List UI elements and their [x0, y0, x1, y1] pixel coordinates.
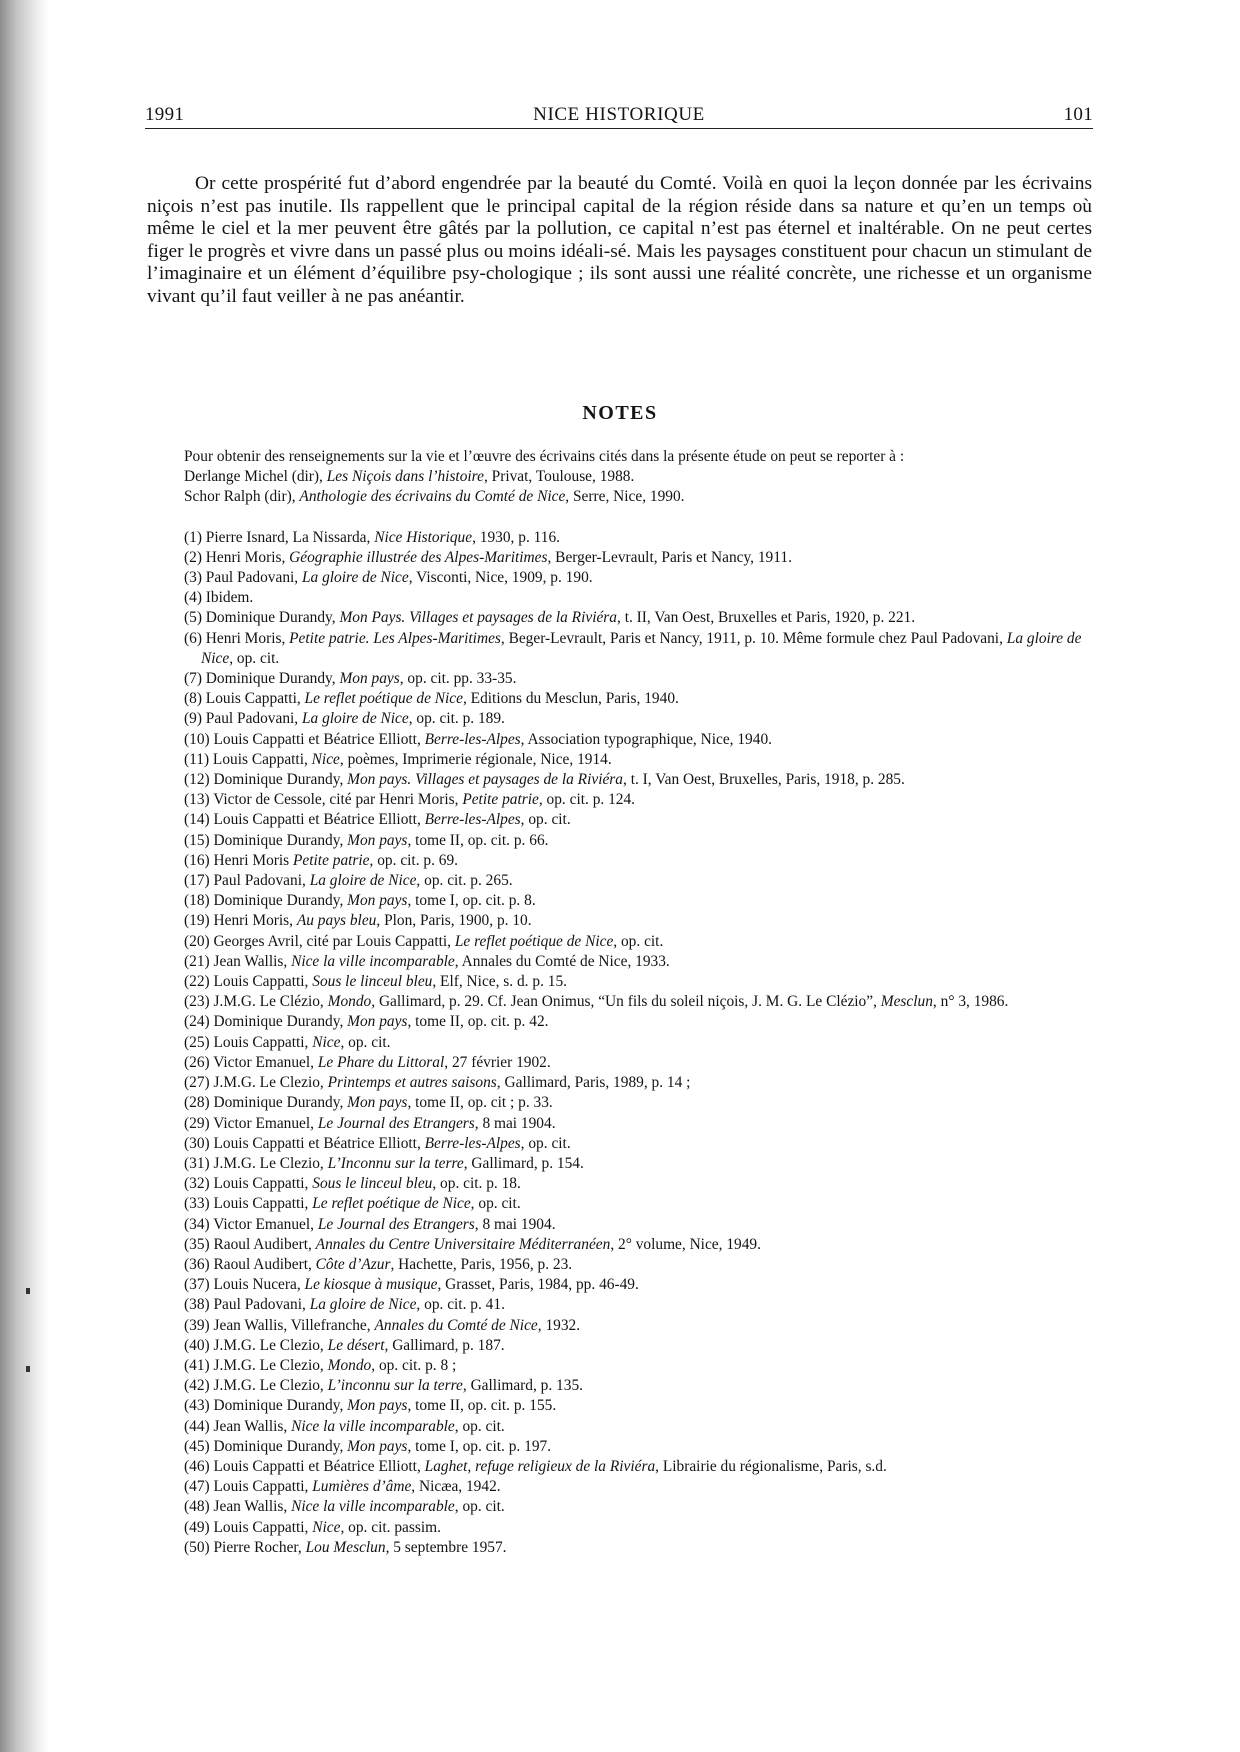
- entry-title: Nice la ville incomparable: [291, 1417, 455, 1435]
- entry-title: Printemps et autres saisons: [327, 1074, 497, 1092]
- header-title: NICE HISTORIQUE: [533, 104, 705, 125]
- footnote-item: [184, 709, 1094, 729]
- footnote-number: (5): [184, 609, 206, 627]
- entry-text: , op. cit.: [520, 1134, 571, 1152]
- entry-title: L’inconnu sur la terre: [327, 1377, 463, 1395]
- entry-title: Mondo,: [327, 993, 376, 1011]
- footnote-item: [184, 1154, 1094, 1174]
- header-year: 1991: [145, 104, 185, 125]
- entry-text: , Elf, Nice, s. d. p. 15.: [432, 973, 568, 991]
- entry-text: , op. cit. p. 41.: [416, 1296, 505, 1314]
- footnote-item: [184, 1194, 1094, 1214]
- entry-text: , tome II, op. cit. p. 66.: [407, 831, 549, 849]
- entry-text: op. cit. passim.: [344, 1518, 441, 1536]
- entry-title: Petite patrie: [293, 851, 370, 869]
- footnote-number: (38): [184, 1296, 214, 1314]
- entry-title: Au pays bleu: [296, 912, 377, 930]
- footnote-number: (6): [184, 629, 206, 647]
- footnote-number: (33): [184, 1195, 214, 1213]
- entry-text: , Grasset, Paris, 1984, pp. 46-49.: [437, 1276, 639, 1294]
- footnote-number: (4): [184, 589, 206, 607]
- entry-text: Dominique Durandy,: [213, 831, 348, 849]
- footnote-item: [184, 528, 1094, 548]
- entry-text: Dominique Durandy,: [213, 892, 348, 910]
- footnote-item: [184, 1477, 1094, 1497]
- entry-title: Anthologie des écrivains du Comté de Nice: [299, 488, 566, 506]
- entry-text: Dominique Durandy,: [213, 1437, 348, 1455]
- footnote-item: [184, 568, 1094, 588]
- footnote-item: [184, 790, 1094, 810]
- entry-text: Paul Padovani,: [205, 710, 302, 728]
- entry-title: Nice,: [312, 1518, 345, 1536]
- entry-title: La gloire de Nice: [201, 629, 1082, 667]
- footnote-number: (29): [184, 1114, 214, 1132]
- entry-text: Dominique Durandy,: [213, 771, 348, 789]
- entry-title: Mon pays: [347, 831, 408, 849]
- entry-text: Louis Cappatti,: [213, 1033, 313, 1051]
- footnote-item: [184, 1356, 1094, 1376]
- footnote-number: (30): [184, 1134, 214, 1152]
- entry-text: , Beger-Levrault, Paris et Nancy, 1911, p. 10. Même formule chez Paul Padovani,: [500, 629, 1007, 647]
- entry-text: Louis Cappatti,: [213, 1518, 313, 1536]
- footnote-item: [184, 1215, 1094, 1235]
- entry-title: L’Inconnu sur la terre: [327, 1154, 464, 1172]
- entry-text: Ibidem.: [205, 589, 254, 607]
- entry-title: Nice la ville incomparable: [291, 952, 455, 970]
- footnote-number: (46): [184, 1457, 214, 1475]
- entry-text: Dominique Durandy,: [205, 609, 340, 627]
- entry-text: , Serre, Nice, 1990.: [565, 488, 685, 506]
- entry-title: Le Journal des Etrangers: [317, 1215, 475, 1233]
- footnote-item: [184, 1033, 1094, 1053]
- entry-text: , op. cit.: [520, 811, 571, 829]
- footnote-number: (13): [184, 791, 214, 809]
- footnote-number: (42): [184, 1377, 214, 1395]
- footnote-item: [184, 1336, 1094, 1356]
- footnote-number: (34): [184, 1215, 214, 1233]
- footnote-number: (35): [184, 1235, 214, 1253]
- footnote-number: (18): [184, 892, 214, 910]
- footnote-item: [184, 891, 1094, 911]
- footnote-item: [184, 588, 1094, 608]
- entry-title: Mon pays: [347, 1094, 408, 1112]
- footnote-number: (21): [184, 952, 214, 970]
- footnote-number: (36): [184, 1255, 214, 1273]
- footnote-number: (1): [184, 528, 206, 546]
- entry-text: , op. cit. p. 69.: [369, 851, 459, 869]
- entry-text: J.M.G. Le Clezio,: [213, 1074, 328, 1092]
- entry-text: , Gallimard, p. 135.: [462, 1377, 583, 1395]
- footnote-number: (2): [184, 548, 206, 566]
- entry-text: , 1932.: [537, 1316, 581, 1334]
- footnote-number: (19): [184, 912, 214, 930]
- entry-text: Victor Emanuel,: [213, 1215, 318, 1233]
- footnote-item: [184, 770, 1094, 790]
- footnote-item: [184, 1396, 1094, 1416]
- footnote-number: (15): [184, 831, 214, 849]
- footnote-number: (17): [184, 872, 214, 890]
- notes-intro-line: [184, 447, 1094, 467]
- entry-text: Derlange Michel (dir),: [184, 468, 327, 486]
- footnote-item: [184, 1114, 1094, 1134]
- entry-text: , 5 septembre 1957.: [385, 1538, 507, 1556]
- footnote-item: [184, 629, 1094, 669]
- margin-mark: [26, 1288, 30, 1294]
- entry-title: Nice la ville incomparable: [291, 1498, 455, 1516]
- entry-text: , 2° volume, Nice, 1949.: [610, 1235, 761, 1253]
- footnote-item: [184, 992, 1094, 1012]
- entry-text: Jean Wallis,: [213, 952, 292, 970]
- entry-title: Nice Historique: [374, 528, 473, 546]
- entry-text: , Plon, Paris, 1900, p. 10.: [376, 912, 532, 930]
- body-paragraph: Or cette prospérité fut d’abord engendrée par la beauté du Comté. Voilà en quoi la leçon donnée par les écrivains niçois n’est pas inutile. Ils rappellent que le principal capital de la région réside dans sa nature et qu’en un temps où même le ciel et la mer peuvent être gâtés par la pollution, ce capital n’est pas éternel et inaltérable. On ne peut certes figer le progrès et vivre dans un passé plus ou moins idéali-sé. Mais les paysages constituent pour chacun un stimulant de l’imaginaire et un élément d’équilibre psy-chologique ; ils sont aussi une réalité concrète, une richesse et un organisme vivant qu’il faut veiller à ne pas anéantir.: [147, 173, 1092, 307]
- entry-text: Dominique Durandy,: [213, 1094, 348, 1112]
- footnote-item: [184, 669, 1094, 689]
- footnote-number: (27): [184, 1074, 214, 1092]
- footnote-number: (45): [184, 1437, 214, 1455]
- entry-text: , tome I, op. cit. p. 8.: [407, 892, 536, 910]
- entry-text: Pierre Isnard, La Nissarda,: [205, 528, 375, 546]
- footnote-item: [184, 1316, 1094, 1336]
- entry-text: J.M.G. Le Clezio,: [213, 1356, 328, 1374]
- entry-text: Victor Emanuel,: [213, 1114, 318, 1132]
- entry-title: La gloire de Nice: [309, 872, 417, 890]
- entry-text: , Gallimard, Paris, 1989, p. 14 ;: [496, 1074, 691, 1092]
- footnote-number: (12): [184, 771, 214, 789]
- footnote-item: [184, 608, 1094, 628]
- entry-title: Mesclun,: [880, 993, 937, 1011]
- entry-text: , 27 février 1902.: [444, 1053, 551, 1071]
- entry-text: , op. cit. p. 18.: [432, 1175, 521, 1193]
- entry-text: , Association typographique, Nice, 1940.: [520, 730, 772, 748]
- entry-text: Victor de Cessole, cité par Henri Moris,: [213, 791, 463, 809]
- footnote-number: (31): [184, 1154, 214, 1172]
- entry-text: , op. cit.: [470, 1195, 521, 1213]
- notes-intro-line: [184, 467, 1094, 487]
- entry-text: Schor Ralph (dir),: [184, 488, 300, 506]
- footnote-number: (22): [184, 973, 214, 991]
- entry-title: La gloire de Nice: [301, 710, 409, 728]
- entry-title: Le reflet poétique de Nice: [304, 690, 463, 708]
- entry-text: Raoul Audibert,: [213, 1255, 316, 1273]
- footnote-item: [184, 1538, 1094, 1558]
- footnote-item: [184, 730, 1094, 750]
- entry-title: Mon pays: [339, 670, 400, 688]
- entry-text: Louis Cappatti,: [212, 750, 312, 768]
- entry-text: Victor Emanuel,: [213, 1053, 318, 1071]
- footnote-item: [184, 1012, 1094, 1032]
- entry-text: J.M.G. Le Clezio,: [213, 1336, 328, 1354]
- footnote-number: (3): [184, 569, 206, 587]
- footnote-number: (14): [184, 811, 214, 829]
- entry-title: Sous le linceul bleu: [312, 1175, 433, 1193]
- footnote-item: [184, 1134, 1094, 1154]
- footnote-item: [184, 911, 1094, 931]
- entry-text: Dominique Durandy,: [205, 670, 340, 688]
- entry-text: op. cit. p. 8 ;: [375, 1356, 457, 1374]
- entry-text: Louis Nucera,: [213, 1276, 305, 1294]
- entry-text: , t. I, Van Oest, Bruxelles, Paris, 1918, p. 285.: [623, 771, 905, 789]
- entry-title: Mon pays: [347, 1437, 408, 1455]
- footnote-number: (24): [184, 1013, 214, 1031]
- footnote-item: [184, 1295, 1094, 1315]
- entry-title: Le Phare du Littoral: [317, 1053, 445, 1071]
- entry-text: Raoul Audibert,: [213, 1235, 316, 1253]
- entry-text: Dominique Durandy,: [213, 1397, 348, 1415]
- footnote-number: (9): [184, 710, 206, 728]
- entry-text: Louis Cappatti et Béatrice Elliott,: [213, 811, 425, 829]
- entry-text: Louis Cappatti,: [213, 1195, 313, 1213]
- entry-text: J.M.G. Le Clezio,: [213, 1154, 328, 1172]
- entry-title: Sous le linceul bleu: [312, 973, 433, 991]
- entry-title: Annales du Comté de Nice: [374, 1316, 538, 1334]
- footnote-number: (40): [184, 1336, 214, 1354]
- footnote-item: [184, 972, 1094, 992]
- footnote-number: (28): [184, 1094, 214, 1112]
- entry-title: Berre-les-Alpes: [424, 1134, 521, 1152]
- entry-text: , t. II, Van Oest, Bruxelles et Paris, 1920, p. 221.: [617, 609, 916, 627]
- entry-text: , poèmes, Imprimerie régionale, Nice, 1914.: [339, 750, 612, 768]
- entry-text: , Librairie du régionalisme, Paris, s.d.: [655, 1457, 887, 1475]
- entry-text: Pierre Rocher,: [213, 1538, 306, 1556]
- entry-title: Laghet, refuge religieux de la Riviéra: [424, 1457, 656, 1475]
- entry-text: , Gallimard, p. 154.: [463, 1154, 584, 1172]
- entry-title: Petite patrie. Les Alpes-Maritimes: [289, 629, 501, 647]
- entry-text: , Privat, Toulouse, 1988.: [483, 468, 635, 486]
- entry-title: Côte d’Azur: [315, 1255, 391, 1273]
- footnote-item: [184, 1053, 1094, 1073]
- entry-text: Jean Wallis,: [213, 1417, 292, 1435]
- footnote-number: (16): [184, 851, 214, 869]
- entry-title: La gloire de Nice: [309, 1296, 417, 1314]
- entry-text: Paul Padovani,: [213, 1296, 310, 1314]
- entry-text: Jean Wallis,: [213, 1498, 292, 1516]
- footnote-item: [184, 952, 1094, 972]
- footnote-item: [184, 1518, 1094, 1538]
- entry-text: Pour obtenir des renseignements sur la vie et l’œuvre des écrivains cités dans la présente étude on peut se reporter à :: [184, 448, 905, 465]
- footnote-number: (48): [184, 1498, 214, 1516]
- footnote-number: (7): [184, 670, 206, 688]
- footnote-number: (49): [184, 1518, 214, 1536]
- footnote-number: (43): [184, 1397, 214, 1415]
- entry-title: La gloire de Nice: [301, 569, 409, 587]
- entry-text: , op. cit.: [229, 649, 280, 667]
- footnote-item: [184, 851, 1094, 871]
- entry-text: , op. cit.: [454, 1417, 505, 1435]
- entry-text: Henri Moris,: [205, 548, 290, 566]
- entry-title: Petite patrie: [462, 791, 539, 809]
- entry-text: , tome II, op. cit. p. 155.: [407, 1397, 557, 1415]
- entry-text: n° 3, 1986.: [936, 993, 1009, 1011]
- entry-text: , Berger-Levrault, Paris et Nancy, 1911.: [547, 548, 792, 566]
- entry-text: Louis Cappatti et Béatrice Elliott,: [213, 1457, 425, 1475]
- entry-title: Les Niçois dans l’histoire: [326, 468, 484, 486]
- footnote-number: (25): [184, 1033, 214, 1051]
- entry-text: , op. cit. p. 124.: [538, 791, 636, 809]
- footnote-number: (11): [184, 750, 213, 768]
- footnote-item: [184, 1174, 1094, 1194]
- footnote-item: [184, 1255, 1094, 1275]
- entry-text: Georges Avril, cité par Louis Cappatti,: [213, 932, 455, 950]
- entry-text: Jean Wallis, Villefranche,: [213, 1316, 375, 1334]
- footnote-number: (20): [184, 932, 214, 950]
- footnote-number: (39): [184, 1316, 214, 1334]
- entry-text: , tome II, op. cit. p. 42.: [407, 1013, 549, 1031]
- entry-text: J.M.G. Le Clezio,: [213, 1377, 328, 1395]
- footnote-number: (26): [184, 1053, 214, 1071]
- footnote-number: (8): [184, 690, 206, 708]
- footnote-item: [184, 1275, 1094, 1295]
- entry-text: , op. cit. p. 265.: [416, 872, 513, 890]
- footnote-number: (32): [184, 1175, 214, 1193]
- footnote-item: [184, 932, 1094, 952]
- entry-text: , Visconti, Nice, 1909, p. 190.: [408, 569, 593, 587]
- entry-text: , 1930, p. 116.: [472, 528, 561, 546]
- entry-title: Mon Pays. Villages et paysages de la Riviéra: [339, 609, 617, 627]
- entry-text: Henri Moris,: [213, 912, 297, 930]
- footnote-item: [184, 1497, 1094, 1517]
- footnote-number: (23): [184, 993, 214, 1011]
- reference-list: [184, 528, 1094, 1558]
- entry-title: Le kiosque à musique: [304, 1276, 438, 1294]
- entry-text: , Hachette, Paris, 1956, p. 23.: [390, 1255, 573, 1273]
- footnote-item: [184, 1417, 1094, 1437]
- entry-title: Berre-les-Alpes: [424, 730, 521, 748]
- entry-text: , op. cit. pp. 33-35.: [399, 670, 517, 688]
- entry-text: , op. cit.: [613, 932, 664, 950]
- entry-text: , Annales du Comté de Nice, 1933.: [454, 952, 670, 970]
- entry-title: Le reflet poétique de Nice: [312, 1195, 471, 1213]
- entry-title: Nice: [311, 750, 340, 768]
- footnote-number: (10): [184, 730, 214, 748]
- entry-text: , op. cit. p. 189.: [408, 710, 505, 728]
- entry-text: , 8 mai 1904.: [474, 1114, 556, 1132]
- footnote-number: (47): [184, 1478, 214, 1496]
- footnote-item: [184, 871, 1094, 891]
- notes-heading: NOTES: [582, 402, 658, 424]
- footnote-item: [184, 1093, 1094, 1113]
- footnote-number: (50): [184, 1538, 214, 1556]
- entry-title: Mon pays: [347, 1397, 408, 1415]
- entry-title: Lumières d’âme: [312, 1478, 412, 1496]
- entry-title: Berre-les-Alpes: [424, 811, 521, 829]
- running-header: [145, 104, 1093, 129]
- margin-mark: [26, 1366, 30, 1372]
- entry-text: Louis Cappatti et Béatrice Elliott,: [213, 1134, 425, 1152]
- footnote-item: [184, 810, 1094, 830]
- entry-title: Nice: [312, 1033, 341, 1051]
- entry-title: Annales du Centre Universitaire Méditerranéen: [315, 1235, 611, 1253]
- entry-text: , op. cit.: [340, 1033, 391, 1051]
- footnote-number: (41): [184, 1356, 214, 1374]
- entry-text: Louis Cappatti et Béatrice Elliott,: [213, 730, 425, 748]
- entry-text: , Editions du Mesclun, Paris, 1940.: [462, 690, 679, 708]
- footnote-item: [184, 1457, 1094, 1477]
- footnote-number: (37): [184, 1276, 214, 1294]
- entry-title: Le désert,: [327, 1336, 389, 1354]
- entry-text: J.M.G. Le Clézio,: [213, 993, 328, 1011]
- entry-text: Paul Padovani,: [205, 569, 302, 587]
- footnote-item: [184, 1073, 1094, 1093]
- footnote-item: [184, 1235, 1094, 1255]
- footnote-item: [184, 1437, 1094, 1457]
- entry-text: , tome I, op. cit. p. 197.: [407, 1437, 552, 1455]
- footnote-item: [184, 689, 1094, 709]
- footnote-item: [184, 548, 1094, 568]
- entry-title: Mon pays: [347, 1013, 408, 1031]
- entry-text: Louis Cappatti,: [213, 1175, 313, 1193]
- footnote-number: (44): [184, 1417, 214, 1435]
- entry-title: Géographie illustrée des Alpes-Maritimes: [289, 548, 548, 566]
- notes-section: [184, 447, 1094, 1558]
- entry-text: Louis Cappatti,: [213, 1478, 313, 1496]
- entry-text: Louis Cappatti,: [205, 690, 305, 708]
- entry-title: Le Journal des Etrangers: [317, 1114, 475, 1132]
- entry-title: Mon pays. Villages et paysages de la Riviéra: [347, 771, 623, 789]
- footnote-item: [184, 831, 1094, 851]
- notes-intro-line: [184, 487, 1094, 507]
- entry-text: Henri Moris,: [205, 629, 290, 647]
- entry-text: Louis Cappatti,: [213, 973, 313, 991]
- entry-text: , tome II, op. cit ; p. 33.: [407, 1094, 553, 1112]
- entry-title: Lou Mesclun: [305, 1538, 386, 1556]
- entry-title: Mon pays: [347, 892, 408, 910]
- entry-text: Gallimard, p. 29. Cf. Jean Onimus, “Un fils du soleil niçois, J. M. G. Le Clézio”,: [375, 993, 881, 1011]
- entry-title: Le reflet poétique de Nice: [454, 932, 614, 950]
- entry-text: , Nicæa, 1942.: [411, 1478, 501, 1496]
- entry-text: , 8 mai 1904.: [474, 1215, 556, 1233]
- footnote-item: [184, 750, 1094, 770]
- entry-text: Paul Padovani,: [213, 872, 310, 890]
- notes-intro: [184, 447, 1094, 508]
- entry-text: Dominique Durandy,: [213, 1013, 348, 1031]
- entry-text: Henri Moris: [213, 851, 294, 869]
- footnote-item: [184, 1376, 1094, 1396]
- entry-title: Mondo,: [327, 1356, 376, 1374]
- entry-text: Gallimard, p. 187.: [388, 1336, 505, 1354]
- page-number: 101: [1063, 104, 1093, 125]
- entry-text: , op. cit.: [454, 1498, 505, 1516]
- book-spine-shadow: [0, 0, 48, 1752]
